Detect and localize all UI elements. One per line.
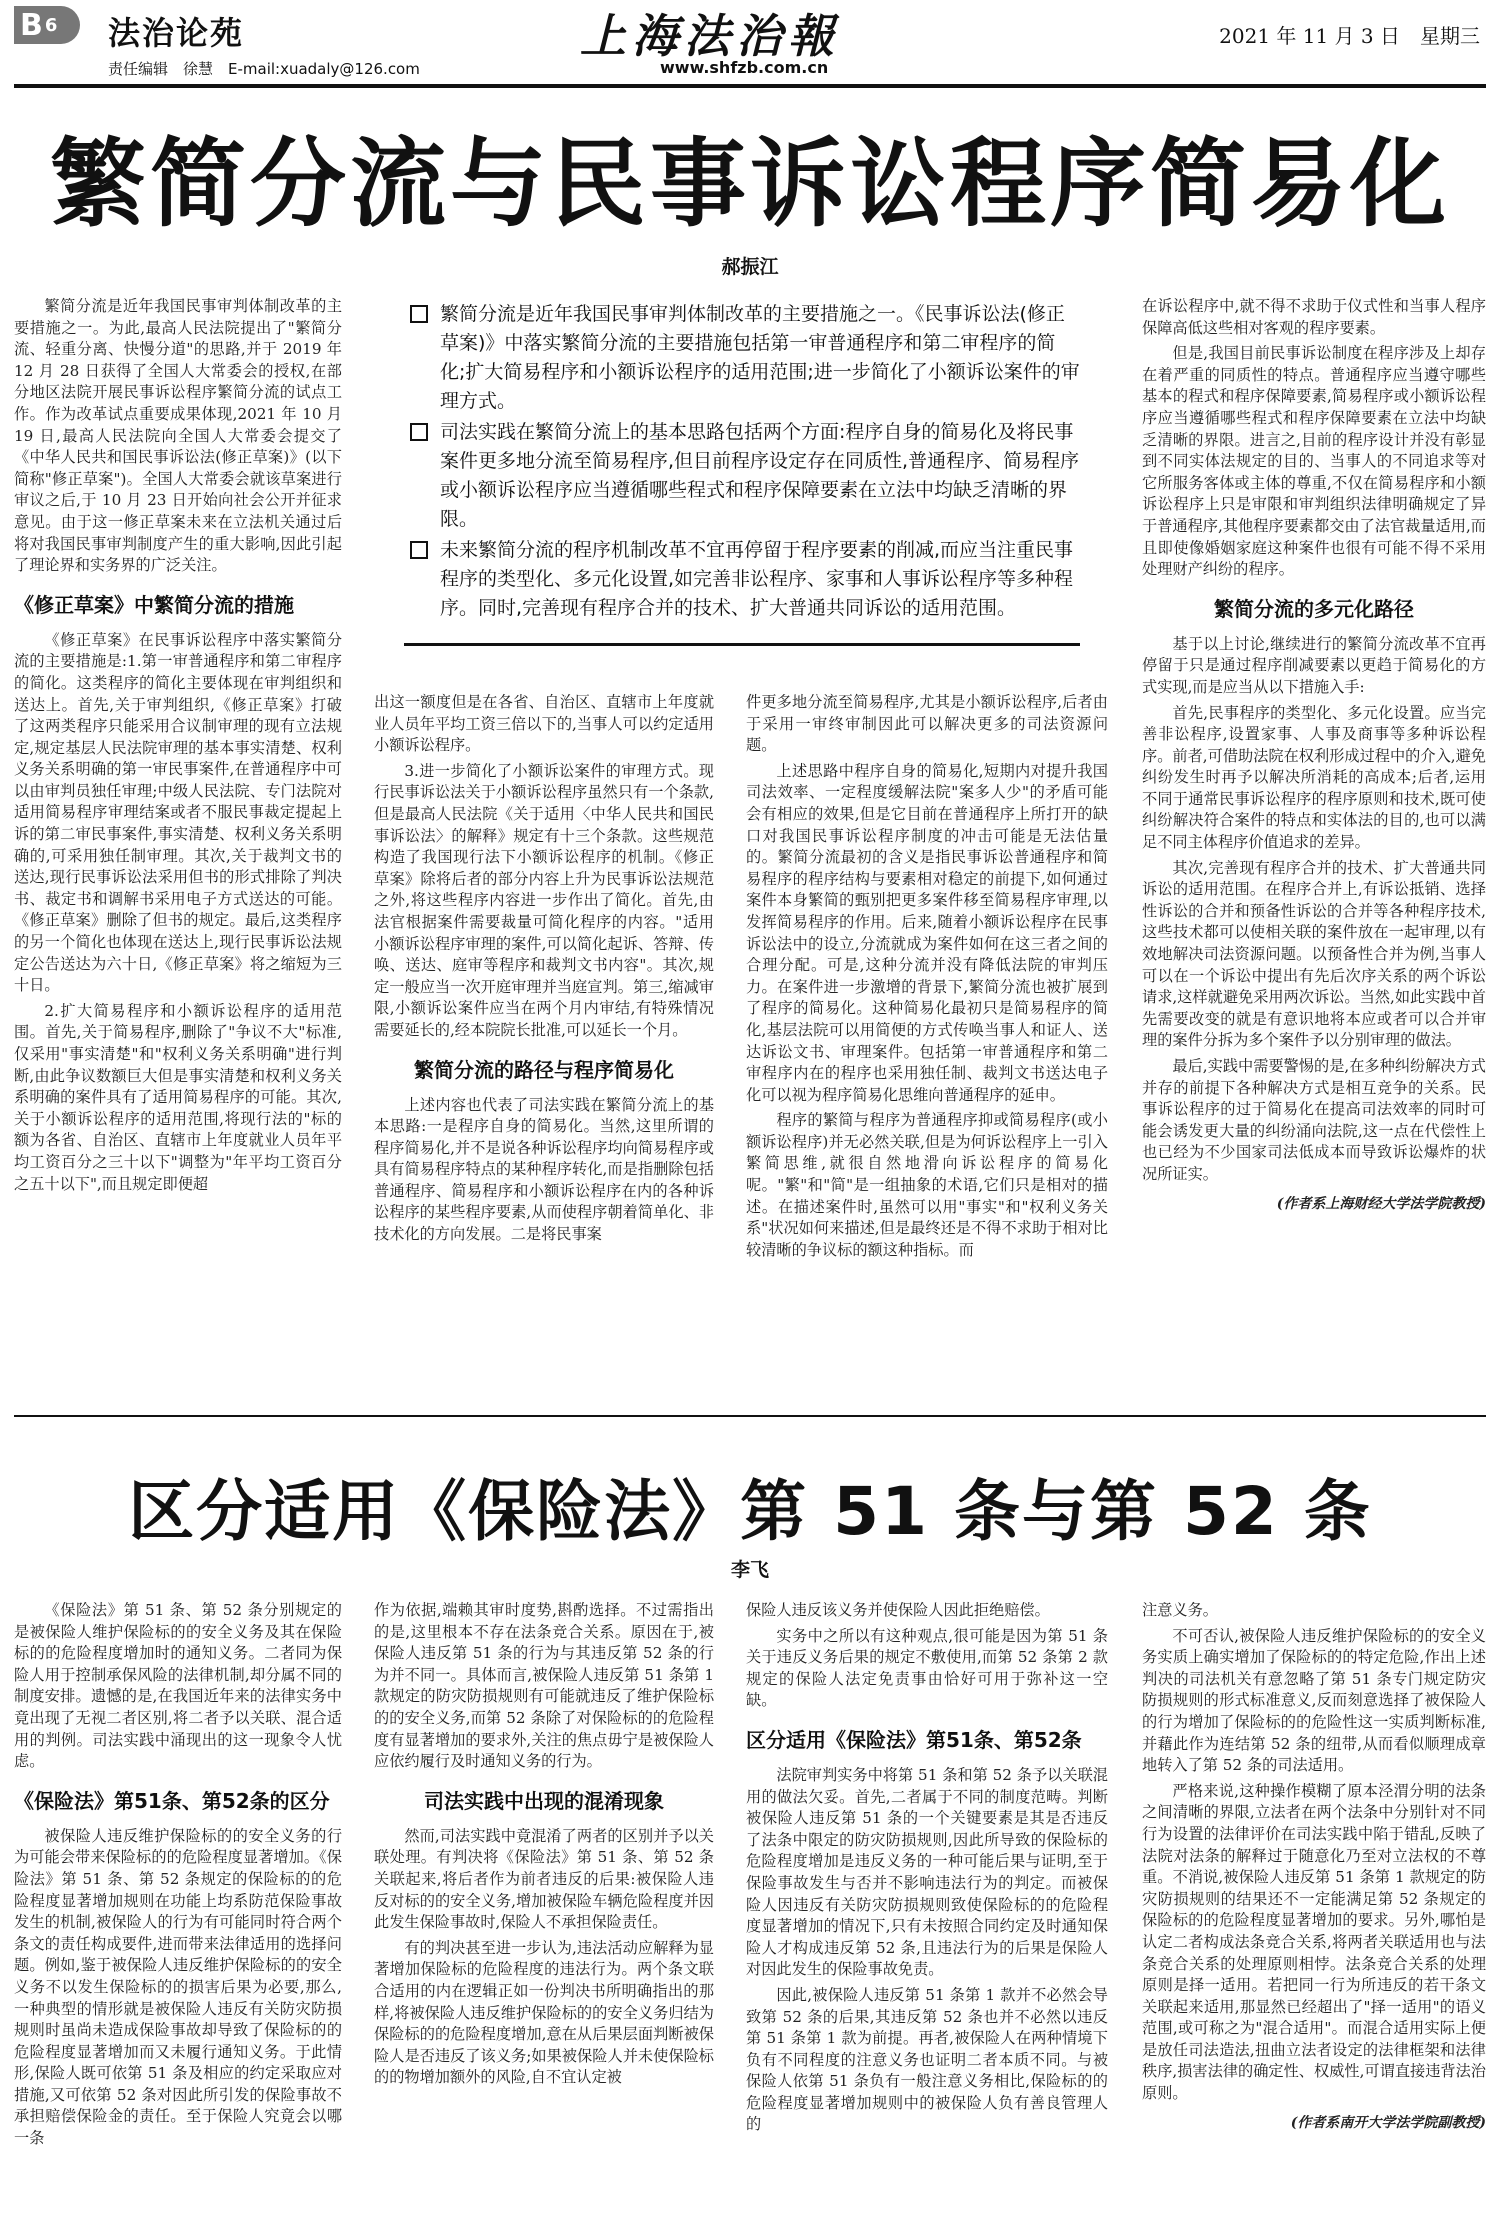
article2-title: 区分适用《保险法》第 51 条与第 52 条 xyxy=(128,1473,1372,1550)
paragraph: 基于以上讨论,继续进行的繁简分流改革不宜再停留于只是通过程序削减要素以更趋于简易化的方式实现,而是应当从以下措施入手: xyxy=(1142,634,1486,696)
paragraph: 其次,完善现有程序合并的技术、扩大普通共同诉讼的适用范围。在程序合并上,有诉讼抵销、选择性诉讼的合并和预备性诉讼的合并等各种程序技术,这些技术都可以使相关联的案件放在一起审理,以有效地解决司法资源问题。以预备性合并为例,当事人可以在一个诉讼中提出有先后次序关系的两个诉讼请求,这样就避免采用两次诉讼。当然,如此实践中首先需要改变的就是有意识地将本应或者可以合并审理的案件分拆为多个案件予以分别审理的做法。 xyxy=(1142,858,1486,1050)
paragraph: 2.扩大简易程序和小额诉讼程序的适用范围。首先,关于简易程序,删除了"争议不大"标准,仅采用"事实清楚"和"权利义务关系明确"进行判断,由此争议数额巨大但是事实清楚和权利义务关系明确的案件具有了适用简易程序的可能。其次,关于小额诉讼程序的适用范围,将现行法的"标的额为各省、自治区、直辖市上年度就业人员年平均工资百分之三十以下"调整为"年平均工资百分之五十以下",而且规定即便超 xyxy=(14,1001,342,1193)
article2-column-2 xyxy=(374,1600,714,2093)
summary-text: 未来繁简分流的程序机制改革不宜再停留于程序要素的削减,而应当注重民事程序的类型化、多元化设置,如完善非讼程序、家事和人事诉讼程序等多种程序。同时,完善现有程序合并的技术、扩大普通共同诉讼的适用范围。 xyxy=(440,539,1074,619)
article2-column-1 xyxy=(14,1600,342,2154)
checkbox-icon xyxy=(410,305,428,323)
paragraph: 上述内容也代表了司法实践在繁简分流上的基本思路:一是程序自身的简易化。当然,这里所谓的程序简易化,并不是说各种诉讼程序均向简易程序或具有简易程序特点的某种程序转化,而是指删除包括普通程序、简易程序和小额诉讼程序在内的各种诉讼程序的某些程序要素,从而使程序朝着简单化、非技术化的方向发展。二是将民事案 xyxy=(374,1095,714,1244)
section-heading: 《修正草案》中繁简分流的措施 xyxy=(14,592,294,617)
paragraph: 程序的繁简与程序为普通程序抑或简易程序(或小额诉讼程序)并无必然关联,但是为何诉讼程序上一引入繁简思维,就很自然地滑向诉讼程序的简易化呢。"繁"和"简"是一组抽象的术语,它们只是相对的描述。在描述案件时,虽然可以用"事实"和"权利义务关系"状况如何来描述,但是最终还是不得不求助于相对比较清晰的争议标的额这种指标。而 xyxy=(746,1111,1108,1259)
masthead xyxy=(0,0,1500,86)
paragraph: 出这一额度但是在各省、自治区、直辖市上年度就业人员年平均工资三倍以下的,当事人可以约定适用小额诉讼程序。 xyxy=(374,693,714,755)
article1-column-4 xyxy=(1142,296,1486,1219)
section-heading: 区分适用《保险法》第51条、第52条 xyxy=(746,1727,1082,1752)
section-heading: 繁简分流的路径与程序简易化 xyxy=(414,1057,674,1082)
paragraph: 最后,实践中需要警惕的是,在多种纠纷解决方式并存的前提下各种解决方式是相互竞争的关系。民事诉讼程序的过于简易化在提高司法效率的同时可能会诱发更大量的纠纷涌向法院,这一点在代偿性上也已经为不少国家司法低成本而导致诉讼爆炸的状况所证实。 xyxy=(1142,1057,1486,1183)
paragraph: 注意义务。 xyxy=(1142,1601,1218,1619)
paragraph: 实务中之所以有这种观点,很可能是因为第 51 条关于违反义务后果的规定不敷使用,而第 52 条第 2 款规定的保险人法定免责事由恰好可用于弥补这一空缺。 xyxy=(746,1626,1108,1710)
paragraph: 繁简分流是近年我国民事审判体制改革的主要措施之一。为此,最高人民法院提出了"繁简分流、轻重分离、快慢分道"的思路,并于 2019 年 12 月 28 日获得了全国人大常委会的授权,在部分地区法院开展民事诉讼程序繁简分流的试点工作。作为改革试点重要成果体现,2021 年 10 月 19 日,最高人民法院向全国人大常委会提交了《中华人民共和国民事诉讼法(修正草案)》(以下简称"修正草案")。全国人大常委会就该草案进行审议之后,于 10 月 23 日开始向社会公开并征求意见。由于这一修正草案未来在立法机关通过后将对我国民事审判制度产生的重大影响,因此引起了理论界和实务界的广泛关注。 xyxy=(14,297,342,575)
article1-column-1 xyxy=(14,296,342,1199)
paragraph: 在诉讼程序中,就不得不求助于仪式性和当事人程序保障高低这些相对客观的程序要素。 xyxy=(1142,297,1486,337)
section-name: 法治论苑 xyxy=(108,14,245,52)
paragraph: 作为依据,端赖其审时度势,斟酌选择。不过需指出的是,这里根本不存在法条竞合关系。原因在于,被保险人违反第 51 条的行为与其违反第 52 条的行为并不同一。具体而言,被保险人违反第 51 条第 1 款规定的防灾防损规则有可能就违反了维护保险标的的安全义务,而第 52 条除了对保险标的的危险程度有显著增加的要求外,关注的焦点毋宁是被保险人应依约履行及时通知义务的行为。 xyxy=(374,1601,714,1771)
paragraph: 有的判决甚至进一步认为,违法活动应解释为显著增加保险标的危险程度的违法行为。两个条文联合适用的内在逻辑正如一份判决书所明确指出的那样,将被保险人违反维护保险标的的安全义务归结为保险标的的危险程度增加,意在从后果层面判断被保险人是否违反了该义务;如果被保险人并未使保险标的的物增加额外的风险,自不宜认定被 xyxy=(374,1938,714,2087)
summary-item xyxy=(404,536,1080,623)
checkbox-icon xyxy=(410,423,428,441)
page-badge xyxy=(14,6,80,44)
summary-item xyxy=(404,418,1080,534)
paragraph: 保险人违反该义务并使保险人因此拒绝赔偿。 xyxy=(746,1601,1050,1619)
article2-column-4 xyxy=(1142,1600,1486,2138)
article-divider xyxy=(14,1415,1486,1417)
paragraph: 《保险法》第 51 条、第 52 条分别规定的是被保险人维护保险标的的安全义务及其在保险标的的危险程度增加时的通知义务。二者同为保险人用于控制承保风险的法律机制,却分属不同的制度安排。遗憾的是,在我国近年来的法律实务中竟出现了无视二者区别,将二者予以关联、混合适用的判例。司法实践中涌现出的这一现象令人忧虑。 xyxy=(14,1601,342,1771)
summary-text: 繁简分流是近年我国民事审判体制改革的主要措施之一。《民事诉讼法(修正草案)》中落实繁简分流的主要措施包括第一审普通程序和第二审程序的简化;扩大简易程序和小额诉讼程序的适用范围;进一步简化了小额诉讼案件的审理方式。 xyxy=(440,303,1080,412)
section-heading: 司法实践中出现的混淆现象 xyxy=(424,1788,664,1813)
paragraph: 因此,被保险人违反第 51 条第 1 款并不必然会导致第 52 条的后果,其违反第 52 条也并不必然以违反第 51 条第 1 款为前提。再者,被保险人在两种情境下负有不同程度的注意义务也证明二者本质不同。与被保险人依第 51 条负有一般注意义务相比,保险标的的危险程度显著增加规则中的被保险人负有善良管理人的 xyxy=(746,1985,1108,2134)
checkbox-icon xyxy=(410,541,428,559)
paragraph: 3.进一步简化了小额诉讼案件的审理方式。现行民事诉讼法关于小额诉讼程序虽然只有一个条款,但是最高人民法院《关于适用〈中华人民共和国民事诉讼法〉的解释》规定有十三个条款。这些规范构造了我国现行法下小额诉讼程序的机制。《修正草案》除将后者的部分内容上升为民事诉讼法规范之外,将这些程序内容进一步作出了简化。首先,由法官根据案件需要裁量可简化程序的内容。"适用小额诉讼程序审理的案件,可以简化起诉、答辩、传唤、送达、庭审等程序和裁判文书内容"。其次,规定一般应当一次开庭审理并当庭宣判。第三,缩减审限,小额诉讼案件应当在两个月内审结,有特殊情况需要延长的,经本院院长批准,可以延长一个月。 xyxy=(374,761,714,1039)
author-note: (作者系上海财经大学法学院教授) xyxy=(1276,1195,1486,1212)
paper-url[interactable]: www.shfzb.com.cn xyxy=(660,58,829,77)
author-note: (作者系南开大学法学院副教授) xyxy=(1290,2114,1486,2131)
paragraph: 件更多地分流至简易程序,尤其是小额诉讼程序,后者由于采用一审终审制因此可以解决更多的司法资源问题。 xyxy=(746,693,1108,755)
paragraph: 首先,民事程序的类型化、多元化设置。应当完善非讼程序,设置家事、人事及商事等多种诉讼程序。前者,可借助法院在权利形成过程中的介入,避免纠纷发生时再予以解决所消耗的高成本;后者,运用不同于通常民事诉讼程序的程序原则和技术,既可使纠纷解决符合案件的特点和实体法的目的,也可以满足不同主体程序价值追求的差异。 xyxy=(1142,703,1486,852)
article2-author: 李飞 xyxy=(730,1559,769,1581)
summary-item xyxy=(404,300,1080,416)
article1-title: 繁简分流与民事诉讼程序简易化 xyxy=(50,128,1450,240)
article1-column-3 xyxy=(746,692,1108,1265)
summary-text: 司法实践在繁简分流上的基本思路包括两个方面:程序自身的简易化及将民事案件更多地分流至简易程序,但目前程序设定存在同质性,普通程序、简易程序或小额诉讼程序应当遵循哪些程式和程序保障要素在立法中均缺乏清晰的界限。 xyxy=(440,421,1080,530)
article1-column-2 xyxy=(374,692,714,1250)
page-number: 6 xyxy=(44,14,58,36)
paragraph: 然而,司法实践中竟混淆了两者的区别并予以关联处理。有判决将《保险法》第 51 条、第 52 条关联起来,将后者作为前者违反的后果:被保险人违反对标的的安全义务,增加被保险车辆危险程度并因此发生保险事故时,保险人不承担保险责任。 xyxy=(374,1826,714,1932)
editor-line: 责任编辑 徐慧 E-mail:xuadaly@126.com xyxy=(108,60,420,78)
paragraph: 《修正草案》在民事诉讼程序中落实繁简分流的主要措施是:1.第一审普通程序和第二审程序的简化。这类程序的简化主要体现在审判组织和送达上。首先,关于审判组织,《修正草案》打破了这两类程序只能采用合议制审理的现有立法规定,规定基层人民法院审理的基本事实清楚、权利义务关系明确的第一审民事案件,在普通程序中可以由审判员独任审理;中级人民法院、专门法院对适用简易程序审理结案或者不服民事裁定提起上诉的第二审民事案件,事实清楚、权利义务关系明确的,可采用独任制审理。其次,关于裁判文书的送达,现行民事诉讼法采用但书的形式排除了判决书、裁定书和调解书采用电子方式送达的可能。《修正草案》删除了但书的规定。最后,这类程序的另一个简化也体现在送达上,现行民事诉讼法规定公告送达为六十日,《修正草案》将之缩短为三十日。 xyxy=(14,630,342,995)
article2-column-3 xyxy=(746,1600,1108,2140)
article1-summary xyxy=(404,300,1080,646)
paragraph: 法院审判实务中将第 51 条和第 52 条予以关联混用的做法欠妥。首先,二者属于不同的制度范畴。判断被保险人违反第 51 条的一个关键要素是其是否违反了法条中限定的防灾防损规则,因此所导致的保险标的危险程度增加是违反义务的一种可能后果与证明,至于保险事故发生与否并不影响违法行为的判定。而被保险人因违反有关防灾防损规则致使保险标的的危险程度显著增加的情况下,只有未按照合同约定及时通知保险人才构成违反第 52 条,且违法行为的后果是保险人对因此发生的保险事故免责。 xyxy=(746,1765,1108,1979)
paragraph: 但是,我国目前民事诉讼制度在程序涉及上却存在着严重的同质性的特点。普通程序应当遵守哪些基本的程式和程序保障要素,简易程序或小额诉讼程序应当遵循哪些程式和程序保障要素在立法中均缺乏清晰的界限。进言之,目前的程序设计并没有彰显到不同实体法规定的目的、当事人的不同追求等对它所服务客体或主体的尊重,不仅在简易程序和小额诉讼程序上只是审限和审判组织法律明确规定了异于普通程序,其他程序要素都交由了法官裁量适用,而且即使像婚姻家庭这种案件也很有可能不得不采用处理财产纠纷的程序。 xyxy=(1142,344,1486,579)
paragraph: 严格来说,这种操作模糊了原本泾渭分明的法条之间清晰的界限,立法者在两个法条中分别针对不同行为设置的法律评价在司法实践中陷于错乱,反映了法院对法条的解释过于随意化乃至对立法权的不尊重。不消说,被保险人违反第 51 条第 1 款规定的防灾防损规则的结果还不一定能满足第 52 条规定的保险标的的危险程度显著增加的要求。另外,哪怕是认定二者构成法条竞合关系,将两者关联适用也与法条竞合关系的处理原则相悖。法条竞合关系的处理原则是择一适用。若把同一行为所违反的若干条文关联起来适用,那显然已经超出了"择一适用"的语义范围,或可称之为"混合适用"。而混合适用实际上便是放任司法造法,扭曲立法者设定的法律框架和法律秩序,损害法律的确定性、权威性,可谓直接违背法治原则。 xyxy=(1142,1781,1486,2103)
section-heading: 《保险法》第51条、第52条的区分 xyxy=(14,1788,330,1813)
page-letter: B xyxy=(20,7,43,43)
article1-author: 郝振江 xyxy=(721,256,779,278)
paragraph: 不可否认,被保险人违反维护保险标的的安全义务实质上确实增加了保险标的的特定危险,作出上述判决的司法机关有意忽略了第 51 条专门规定防灾防损规则的形式标准意义,反而刻意选择了被保险人的行为增加了保险标的的危险性这一实质判断标准,并藉此作为连结第 52 条的纽带,从而看似顺理成章地转入了第 52 条的司法适用。 xyxy=(1142,1626,1486,1775)
paragraph: 被保险人违反维护保险标的的安全义务的行为可能会带来保险标的的危险程度显著增加。《保险法》第 51 条、第 52 条规定的保险标的的危险程度显著增加规则在功能上均系防范保险事故发生的机制,被保险人的行为有可能同时符合两个条文的责任构成要件,进而带来法律适用的选择问题。例如,鉴于被保险人违反维护保险标的的安全义务不以发生保险标的的损害后果为必要,那么,一种典型的情形就是被保险人违反有关防灾防损规则时虽尚未造成保险事故却导致了保险标的的危险程度显著增加而又未履行通知义务。于此情形,保险人既可依第 51 条及相应的约定采取应对措施,又可依第 52 条对因此所引发的保险事故不承担赔偿保险金的责任。至于保险人究竟会以哪一条 xyxy=(14,1826,342,2148)
paragraph: 上述思路中程序自身的简易化,短期内对提升我国司法效率、一定程度缓解法院"案多人少"的矛盾可能会有相应的效果,但是它目前在普通程序上所打开的缺口对我国民事诉讼程序制度的冲击可能是无法估量的。繁简分流最初的含义是指民事诉讼普通程序和简易程序的程序结构与要素相对稳定的前提下,如何通过案件本身繁简的甄别把更多案件移至简易程序审理,以发挥简易程序的作用。后来,随着小额诉讼程序在民事诉讼法中的设立,分流就成为案件如何在这三者之间的合理分配。可是,这种分流并没有降低法院的审判压力。在案件进一步激增的背景下,繁简分流也被扩展到了程序的简易化。这种简易化最初只是简易程序的简化,基层法院可以用简便的方式传唤当事人和证人、送达诉讼文书、审理案件。包括第一审普通程序和第二审程序内在的程序也采用独任制、裁判文书送达电子化可以视为程序简易化思维向普通程序的延申。 xyxy=(746,761,1108,1104)
masthead-rule xyxy=(14,84,1486,88)
issue-date: 2021 年 11 月 3 日 星期三 xyxy=(1219,24,1480,48)
section-heading: 繁简分流的多元化路径 xyxy=(1214,596,1414,621)
paper-logo: 上海法治報 xyxy=(580,9,840,63)
